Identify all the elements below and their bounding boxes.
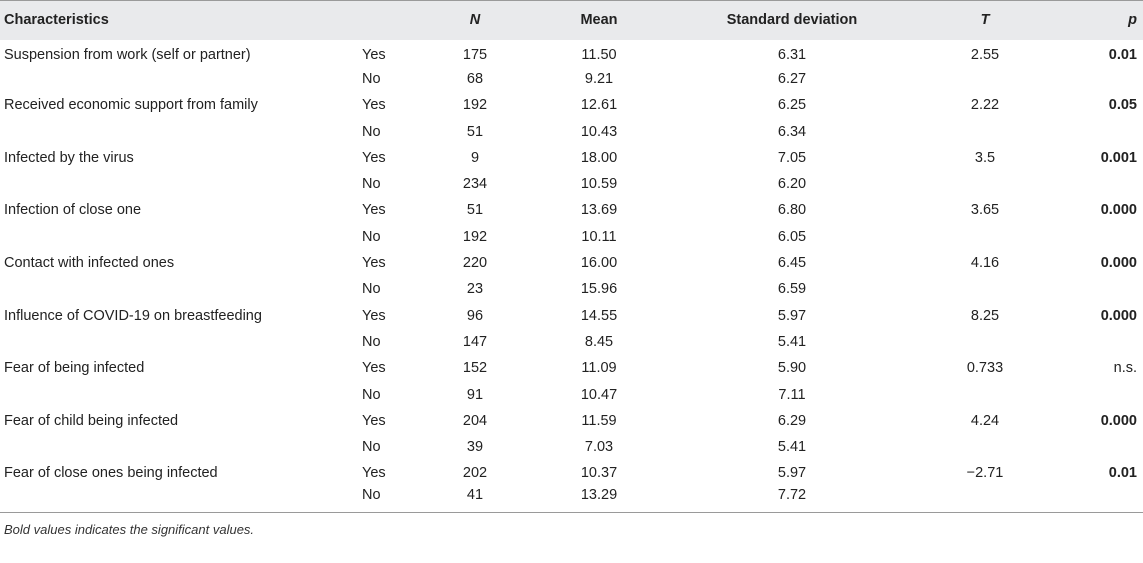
table-body [0, 40, 1143, 513]
cell-p: 0.01 [1108, 46, 1137, 63]
cell-group: Yes [362, 360, 386, 377]
cell-group: No [362, 281, 381, 298]
cell-mean: 15.96 [580, 281, 618, 298]
cell-p [1066, 224, 1143, 250]
cell-n: 91 [466, 386, 484, 403]
cell-p: 0.001 [1100, 149, 1137, 166]
cell-n: 39 [466, 439, 484, 456]
cell-mean: 13.69 [580, 202, 618, 219]
cell-group: Yes [362, 307, 386, 324]
cell-characteristic [0, 434, 362, 460]
cell-n: 152 [462, 360, 488, 377]
cell-characteristic: Fear of child being infected [4, 412, 179, 429]
cell-characteristic: Fear of being infected [4, 360, 145, 377]
cell-standard-deviation: 7.11 [778, 386, 806, 403]
cell-n: 192 [462, 97, 488, 114]
cell-standard-deviation: 6.05 [777, 228, 807, 245]
cell-standard-deviation: 7.72 [777, 487, 807, 504]
table-row [0, 145, 1143, 171]
cell-group: No [362, 176, 381, 193]
header-row [0, 1, 1143, 40]
cell-n: 23 [466, 281, 484, 298]
table-row [0, 355, 1143, 381]
cell-mean: 11.09 [581, 360, 617, 377]
header-group [362, 1, 432, 40]
cell-t [904, 276, 1066, 302]
cell-standard-deviation: 6.29 [777, 412, 807, 429]
cell-n: 175 [462, 46, 488, 63]
cell-standard-deviation: 6.27 [777, 70, 807, 87]
cell-mean: 13.29 [580, 487, 618, 504]
cell-standard-deviation: 6.31 [777, 46, 807, 63]
cell-p [1066, 171, 1143, 197]
cell-group: No [362, 70, 381, 87]
cell-group: No [362, 228, 381, 245]
cell-t: 2.22 [970, 97, 1000, 114]
table-row [0, 329, 1143, 355]
cell-group: Yes [362, 46, 386, 63]
table-row [0, 197, 1143, 223]
cell-characteristic [0, 487, 362, 513]
cell-p: 0.01 [1108, 465, 1137, 482]
cell-mean: 10.43 [580, 123, 618, 140]
cell-characteristic [0, 381, 362, 407]
cell-characteristic [0, 118, 362, 144]
cell-standard-deviation: 5.41 [777, 439, 807, 456]
cell-p [1066, 66, 1143, 92]
cell-mean: 9.21 [584, 70, 614, 87]
cell-t [904, 118, 1066, 144]
cell-n: 234 [462, 176, 488, 193]
cell-standard-deviation: 5.97 [777, 307, 807, 324]
cell-group: Yes [362, 97, 386, 114]
cell-group: No [362, 123, 381, 140]
cell-mean: 8.45 [584, 333, 614, 350]
cell-t: 4.24 [970, 412, 1000, 429]
header-standard-deviation: Standard deviation [726, 12, 858, 29]
cell-mean: 10.47 [580, 386, 618, 403]
cell-mean: 18.00 [580, 149, 618, 166]
cell-standard-deviation: 6.20 [777, 176, 807, 193]
cell-t [904, 224, 1066, 250]
header-t: T [980, 12, 990, 29]
cell-characteristic [0, 276, 362, 302]
table-row [0, 250, 1143, 276]
cell-standard-deviation: 5.90 [777, 360, 807, 377]
table-row [0, 276, 1143, 302]
cell-mean: 10.59 [580, 176, 618, 193]
cell-p [1066, 276, 1143, 302]
cell-characteristic [0, 171, 362, 197]
cell-t: 4.16 [970, 255, 1000, 272]
cell-characteristic: Infected by the virus [4, 149, 134, 166]
cell-standard-deviation: 6.25 [777, 97, 807, 114]
cell-t [904, 381, 1066, 407]
cell-n: 147 [462, 333, 488, 350]
table-row [0, 408, 1143, 434]
cell-characteristic: Fear of close ones being infected [4, 465, 218, 482]
table-row [0, 224, 1143, 250]
cell-standard-deviation: 7.05 [777, 149, 807, 166]
cell-n: 192 [462, 228, 488, 245]
cell-mean: 11.50 [581, 46, 617, 63]
cell-characteristic [0, 66, 362, 92]
cell-t [904, 434, 1066, 460]
cell-characteristic: Influence of COVID-19 on breastfeeding [4, 307, 262, 324]
table-row [0, 487, 1143, 513]
cell-group: Yes [362, 202, 386, 219]
table-row [0, 66, 1143, 92]
cell-mean: 10.11 [581, 228, 617, 245]
cell-p: 0.000 [1100, 202, 1137, 219]
cell-group: No [362, 386, 381, 403]
cell-p [1066, 381, 1143, 407]
cell-mean: 14.55 [580, 307, 618, 324]
cell-group: Yes [362, 412, 386, 429]
table-row [0, 381, 1143, 407]
cell-p: n.s. [1113, 360, 1137, 377]
table-row [0, 171, 1143, 197]
cell-n: 96 [466, 307, 484, 324]
cell-p: 0.000 [1100, 307, 1137, 324]
cell-standard-deviation: 6.59 [777, 281, 807, 298]
cell-p [1066, 118, 1143, 144]
cell-group: No [362, 487, 381, 504]
table-row [0, 40, 1143, 66]
cell-standard-deviation: 6.34 [777, 123, 807, 140]
table-row [0, 302, 1143, 328]
cell-group: Yes [362, 465, 386, 482]
cell-t: −2.71 [966, 465, 1004, 482]
cell-mean: 7.03 [584, 439, 614, 456]
cell-characteristic: Received economic support from family [4, 97, 258, 114]
table-row [0, 460, 1143, 486]
cell-t: 0.733 [966, 360, 1004, 377]
cell-t: 2.55 [970, 46, 1000, 63]
cell-characteristic [0, 224, 362, 250]
table-row [0, 92, 1143, 118]
cell-characteristic [0, 329, 362, 355]
cell-mean: 11.59 [581, 412, 617, 429]
header-characteristics: Characteristics [4, 12, 109, 29]
cell-t [904, 171, 1066, 197]
cell-n: 202 [462, 465, 488, 482]
cell-mean: 10.37 [580, 465, 618, 482]
cell-t: 3.5 [974, 149, 996, 166]
cell-characteristic: Suspension from work (self or partner) [4, 46, 251, 63]
cell-standard-deviation: 6.80 [777, 202, 807, 219]
cell-t: 8.25 [970, 307, 1000, 324]
header-p: p [1128, 12, 1137, 29]
cell-mean: 16.00 [580, 255, 618, 272]
table-row [0, 118, 1143, 144]
cell-t [904, 66, 1066, 92]
cell-group: Yes [362, 255, 386, 272]
cell-t [904, 487, 1066, 513]
header-n: N [469, 12, 481, 29]
cell-p: 0.000 [1100, 412, 1137, 429]
cell-p: 0.000 [1100, 255, 1137, 272]
cell-characteristic: Contact with infected ones [4, 255, 175, 272]
cell-n: 204 [462, 412, 488, 429]
cell-standard-deviation: 5.97 [777, 465, 807, 482]
header-mean: Mean [580, 12, 618, 29]
cell-p [1066, 329, 1143, 355]
cell-n: 9 [470, 149, 480, 166]
cell-mean: 12.61 [580, 97, 618, 114]
cell-p: 0.05 [1108, 97, 1137, 114]
cell-n: 41 [466, 487, 484, 504]
cell-t: 3.65 [970, 202, 1000, 219]
cell-group: No [362, 439, 381, 456]
cell-standard-deviation: 5.41 [777, 333, 807, 350]
cell-n: 68 [466, 70, 484, 87]
cell-group: Yes [362, 149, 386, 166]
cell-p [1066, 487, 1143, 513]
cell-standard-deviation: 6.45 [777, 255, 807, 272]
cell-group: No [362, 333, 381, 350]
table-footnote: Bold values indicates the significant values. [4, 522, 255, 538]
table-header [0, 1, 1143, 40]
cell-n: 220 [462, 255, 488, 272]
table-row [0, 434, 1143, 460]
cell-characteristic: Infection of close one [4, 202, 142, 219]
cell-p [1066, 434, 1143, 460]
cell-n: 51 [466, 202, 484, 219]
cell-n: 51 [466, 123, 484, 140]
cell-t [904, 329, 1066, 355]
